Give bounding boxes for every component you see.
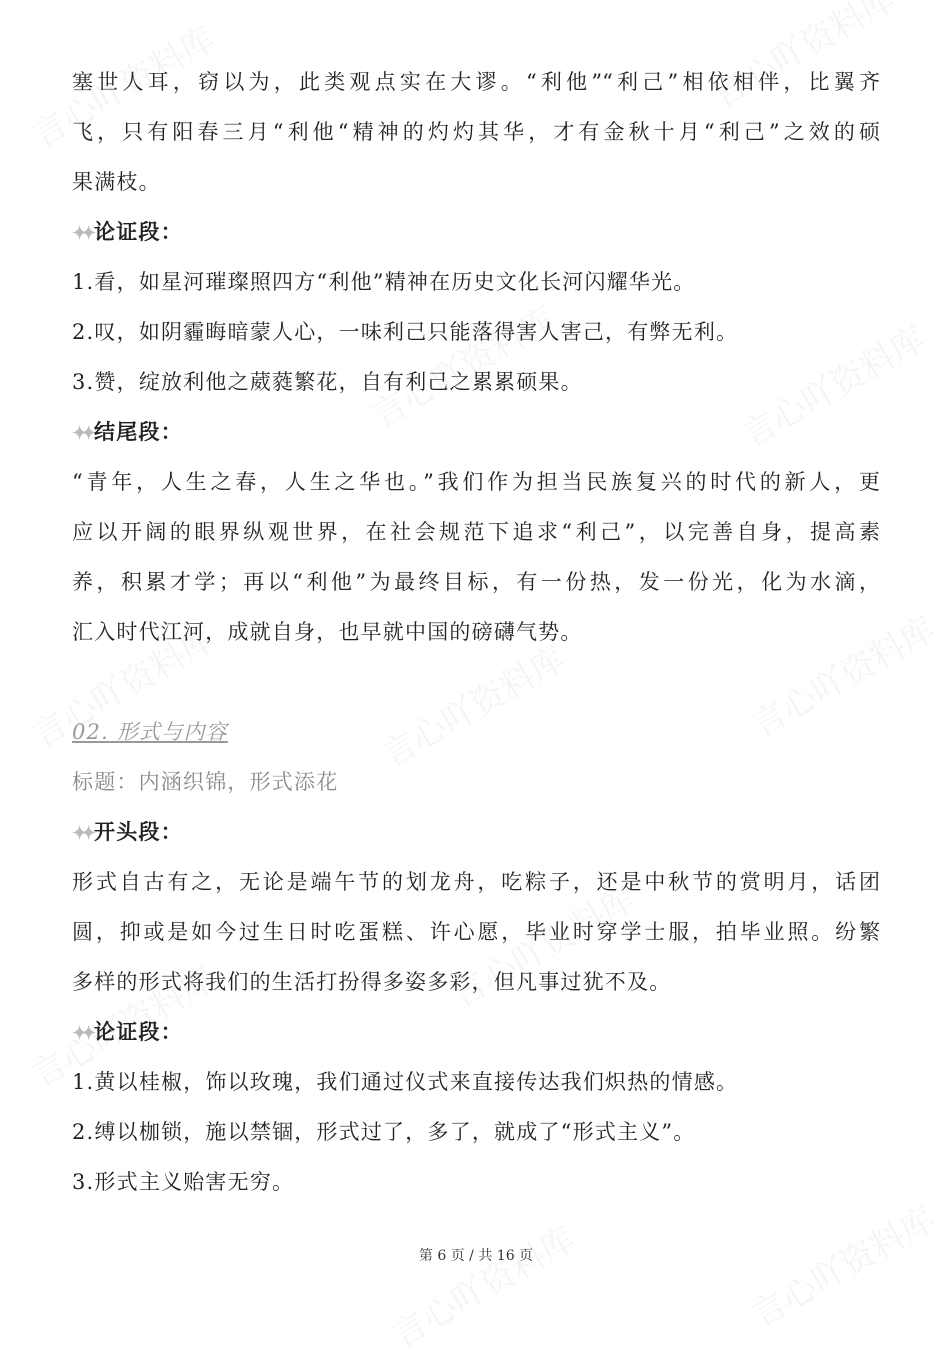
heading-text: 论证段： — [94, 1019, 183, 1044]
argue-point: 2.缚以枷锁，施以禁锢，形式过了，多了，就成了“形式主义”。 — [72, 1120, 696, 1144]
section-subtitle: 标题：内涵织锦，形式添花 — [72, 770, 339, 794]
watermark — [381, 1212, 582, 1356]
paragraph-line: 多样的形式将我们的生活打扮得多姿多彩，但凡事过犹不及。 — [72, 970, 672, 994]
heading-end — [72, 417, 183, 449]
argue-point: 3.赞，绽放利他之葳蕤繁花，自有利己之累累硕果。 — [72, 370, 583, 394]
argue-point: 1.看，如星河璀璨照四方“利他”精神在历史文化长河闪耀华光。 — [72, 270, 696, 294]
paragraph-line: 形式自古有之，无论是端午节的划龙舟，吃粽子，还是中秋节的赏明月，话团 — [72, 870, 880, 894]
sparkle-icon: ✦✦ — [72, 423, 91, 444]
watermark — [731, 312, 932, 456]
heading-argue — [72, 217, 183, 249]
argue-point: 2.叹，如阴霾晦暗蒙人心，一味利己只能落得害人害己，有弊无利。 — [72, 320, 739, 344]
page-footer: 第 6 页 / 共 16 页 — [418, 1248, 534, 1264]
heading-text: 论证段： — [94, 219, 183, 244]
paragraph-line: 汇入时代江河，成就自身，也早就中国的磅礴气势。 — [72, 620, 583, 644]
paragraph-line: 塞世人耳，窃以为，此类观点实在大谬。“利他”“利己”相依相伴，比翼齐 — [72, 70, 880, 94]
heading-text: 结尾段： — [94, 419, 183, 444]
watermark — [741, 602, 942, 746]
argue-point: 3.形式主义贻害无穷。 — [72, 1170, 295, 1194]
watermark — [701, 0, 902, 117]
sparkle-icon: ✦✦ — [72, 1023, 91, 1044]
argue-point: 1.黄以桂椒，饰以玫瑰，我们通过仪式来直接传达我们炽热的情感。 — [72, 1070, 739, 1094]
paragraph-line: 圆，抑或是如今过生日时吃蛋糕、许心愿，毕业时穿学士服，拍毕业照。纷繁 — [72, 920, 880, 944]
paragraph-line: 果满枝。 — [72, 170, 161, 194]
watermark — [371, 632, 572, 776]
heading-text: 开头段： — [94, 819, 183, 844]
paragraph-line: 飞，只有阳春三月“利他“精神的灼灼其华，才有金秋十月“利己”之效的硕 — [72, 120, 880, 144]
section-title: 02. 形式与内容 — [72, 720, 228, 744]
paragraph-line: “青年，人生之春，人生之华也。”我们作为担当民族复兴的时代的新人，更 — [72, 470, 880, 494]
sparkle-icon: ✦✦ — [72, 223, 91, 244]
heading-open — [72, 817, 183, 849]
heading-argue-2 — [72, 1017, 183, 1049]
paragraph-line: 应以开阔的眼界纵观世界，在社会规范下追求“利己”，以完善自身，提高素 — [72, 520, 880, 544]
paragraph-line: 养，积累才学；再以“利他”为最终目标，有一份热，发一份光，化为水滴， — [72, 570, 880, 594]
watermark — [361, 292, 562, 436]
sparkle-icon: ✦✦ — [72, 823, 91, 844]
